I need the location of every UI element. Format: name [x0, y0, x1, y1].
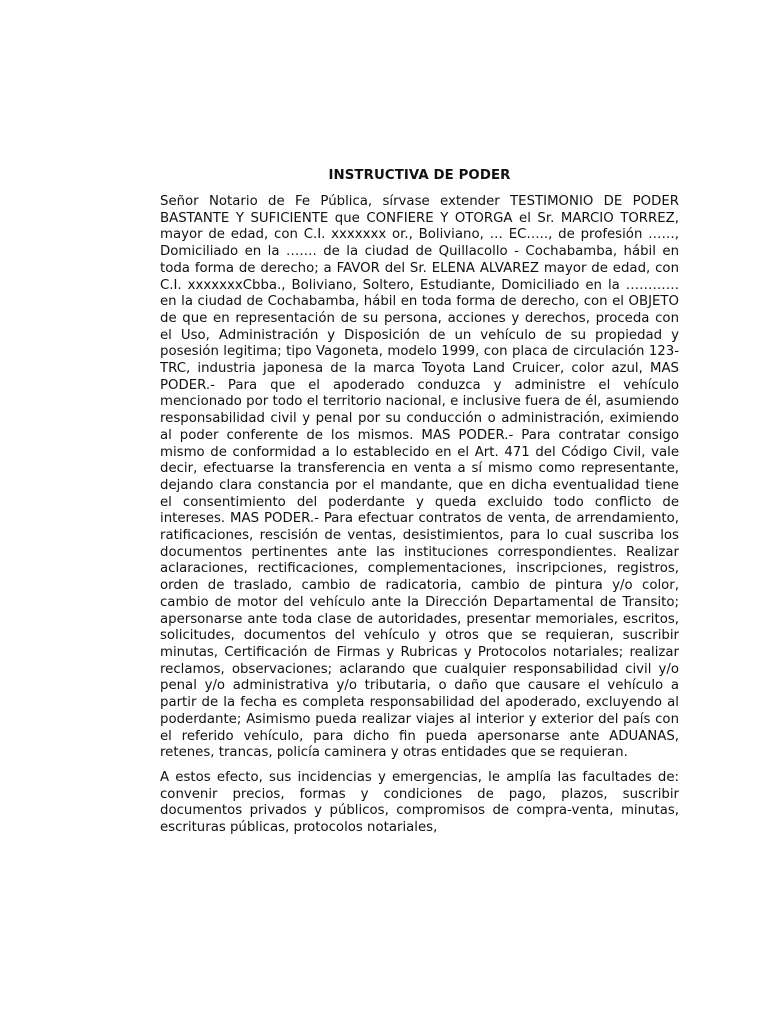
document-title: INSTRUCTIVA DE PODER	[328, 168, 511, 183]
document-paragraph-1: Señor Notario de Fe Pública, sírvase extender TESTIMONIO DE PODER BASTANTE Y SUFICIENTE que CONFIERE Y OTORGA el Sr. MARCIO TORREZ, mayor de edad, con C.I. xxxxxxx or., Boliviano, … EC….., de profesión ……, Domiciliado en la ……. de la ciudad de Quillacollo - Cochabamba, hábil en toda forma de derecho; a FAVOR del Sr. ELENA ALVAREZ mayor de edad, con C.I. xxxxxxxCbba., Boliviano, Soltero, Estudiante, Domiciliado en la ………… en la ciudad de Cochabamba, hábil en toda forma de derecho, con el OBJETO de que en representación de su persona, acciones y derechos, proceda con el Uso, Administración y Disposición de un vehículo de su propiedad y posesión legitima; tipo Vagoneta, modelo 1999, con placa de circulación 123-TRC, industria japonesa de la marca Toyota Land Cruicer, color azul, MAS PODER.- Para que el apoderado conduzca y administre el vehículo mencionado por todo el territorio nacional, e inclusive fuera de él, asumiendo responsabilidad civil y penal por su conducción o administración, eximiendo al poder conferente de los mismos. MAS PODER.- Para contratar consigo mismo de conformidad a lo establecido en el Art. 471 del Código Civil, vale decir, efectuarse la transferencia en venta a sí mismo como representante, dejando clara constancia por el mandante, que en dicha eventualidad tiene el consentimiento del poderdante y queda excluido todo conflicto de intereses. MAS PODER.- Para efectuar contratos de venta, de arrendamiento, ratificaciones, rescisión de ventas, desistimientos, para lo cual suscriba los documentos pertinentes ante las instituciones correspondientes. Realizar aclaraciones, rectificaciones, complementaciones, inscripciones, registros, orden de traslado, cambio de radicatoria, cambio de pintura y/o color, cambio de motor del vehículo ante la Dirección Departamental de Transito; apersonarse ante toda clase de autoridades, presentar memoriales, escritos, solicitudes, documentos del vehículo y otros que se requieran, suscribir minutas, Certificación de Firmas y Rubricas y Protocolos notariales; realizar reclamos, observaciones; aclarando que cualquier responsabilidad civil y/o penal y/o administrativa y/o tributaria, o daño que causare el vehículo a partir de la fecha es completa responsabilidad del apoderado, excluyendo al poderdante; Asimismo pueda realizar viajes al interior y exterior del país con el referido vehículo, para dicho fin pueda apersonarse ante ADUANAS, retenes, trancas, policía caminera y otras entidades que se requieran.	[160, 194, 679, 761]
document-page	[160, 166, 679, 845]
document-paragraph-2: A estos efecto, sus incidencias y emergencias, le amplía las facultades de: convenir precios, formas y condiciones de pago, plazos, suscribir documentos privados y públicos, compromisos de compra-venta, minutas, escrituras públicas, protocolos notariales,	[160, 769, 679, 836]
